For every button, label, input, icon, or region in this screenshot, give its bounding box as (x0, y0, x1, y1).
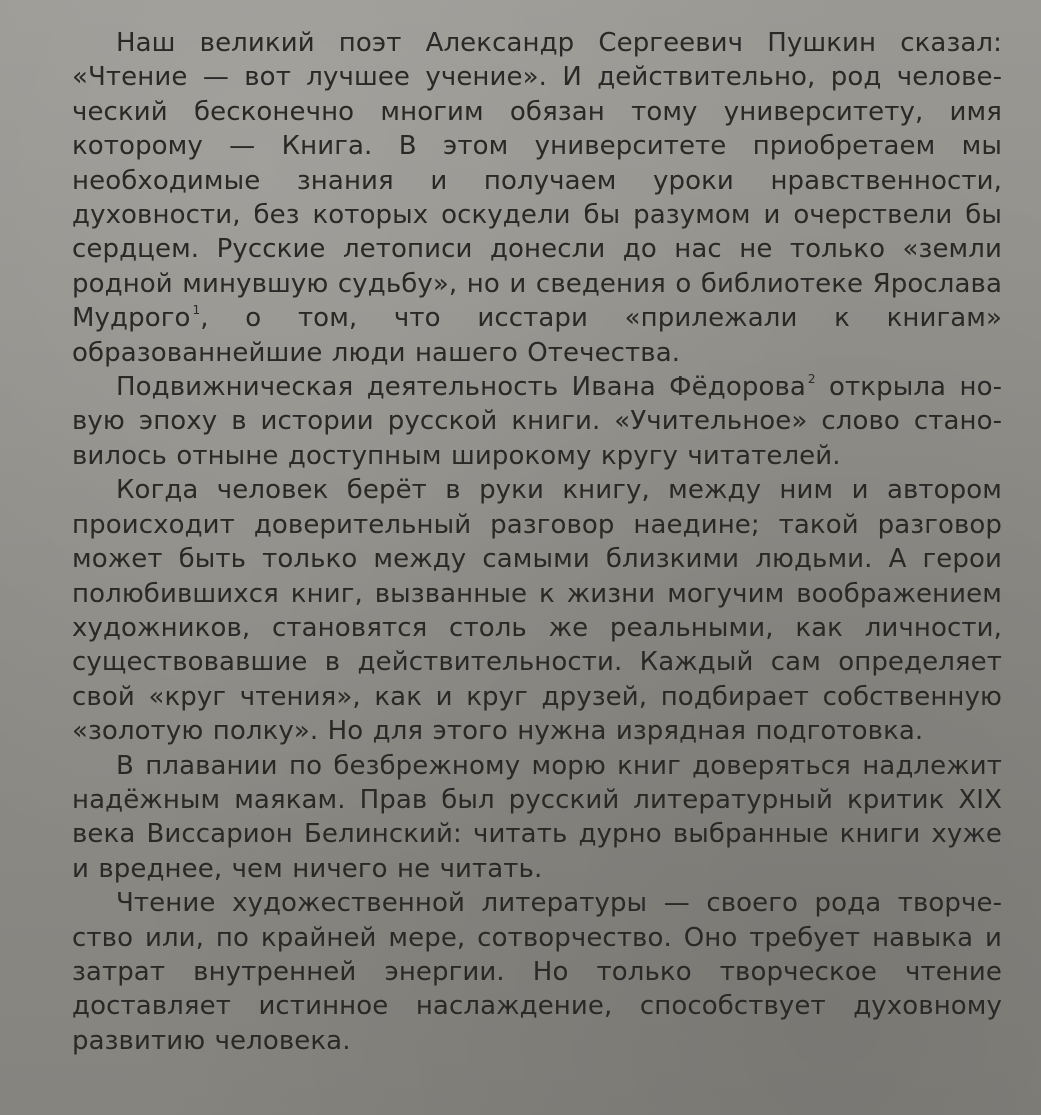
footnote-marker-fedorov: 2 (807, 372, 816, 387)
body-text (72, 26, 1002, 1058)
paragraph-conversation (72, 473, 1002, 748)
paragraph-text: Наш великий поэт Александр Сергеевич Пушкин сказал: «Чтение — вот лучшее учение». И действительно, род человеческий бесконечно многим обязан тому университету, имя которому — Книга. В этом университете приобретаем мы необходимые знания и получаем уроки нравственности, духовности, без которых оскудели бы разумом и очерствели бы сердцем. Русские летописи донесли до нас не только «земли родной минувшую судьбу», но и сведения о библиотеке Ярослава Мудрого (72, 28, 1002, 334)
paragraph-pushkin (72, 26, 1002, 370)
paragraph-fedorov (72, 370, 1002, 473)
paragraph-text: , о том, что исстари «прилежали к книгам» образованнейшие люди нашего Отечества. (72, 303, 1002, 368)
paragraph-cocreation (72, 886, 1002, 1058)
paragraph-text: открыла новую эпоху в истории русской книги. «Учительное» слово становилось отныне доступным широкому кругу читателей. (72, 372, 1002, 471)
footnote-marker-yaroslav: 1 (192, 303, 201, 318)
paragraph-text: Чтение художественной литературы — своего рода творчество или, по крайней мере, сотворчество. Оно требует навыка и затрат внутренней энергии. Но только творческое чтение доставляет истинное наслаждение, способствует духовному развитию человека. (72, 888, 1002, 1056)
paragraph-belinsky (72, 749, 1002, 887)
paragraph-text: Подвижническая деятельность Ивана Фёдорова (116, 372, 806, 403)
paragraph-text: Когда человек берёт в руки книгу, между ним и автором происходит доверительный разговор наедине; такой разговор может быть только между самыми близкими людьми. А герои полюбившихся книг, вызванные к жизни могучим воображением художников, становятся столь же реальными, как личности, существовавшие в действительности. Каждый сам определяет свой «круг чтения», как и круг друзей, подбирает собственную «золотую полку». Но для этого нужна изрядная подготовка. (72, 475, 1002, 747)
paragraph-text: В плавании по безбрежному морю книг доверяться надлежит надёжным маякам. Прав был русский литературный критик XIX века Виссарион Белинский: читать дурно выбранные книги хуже и вреднее, чем ничего не читать. (72, 750, 1002, 884)
